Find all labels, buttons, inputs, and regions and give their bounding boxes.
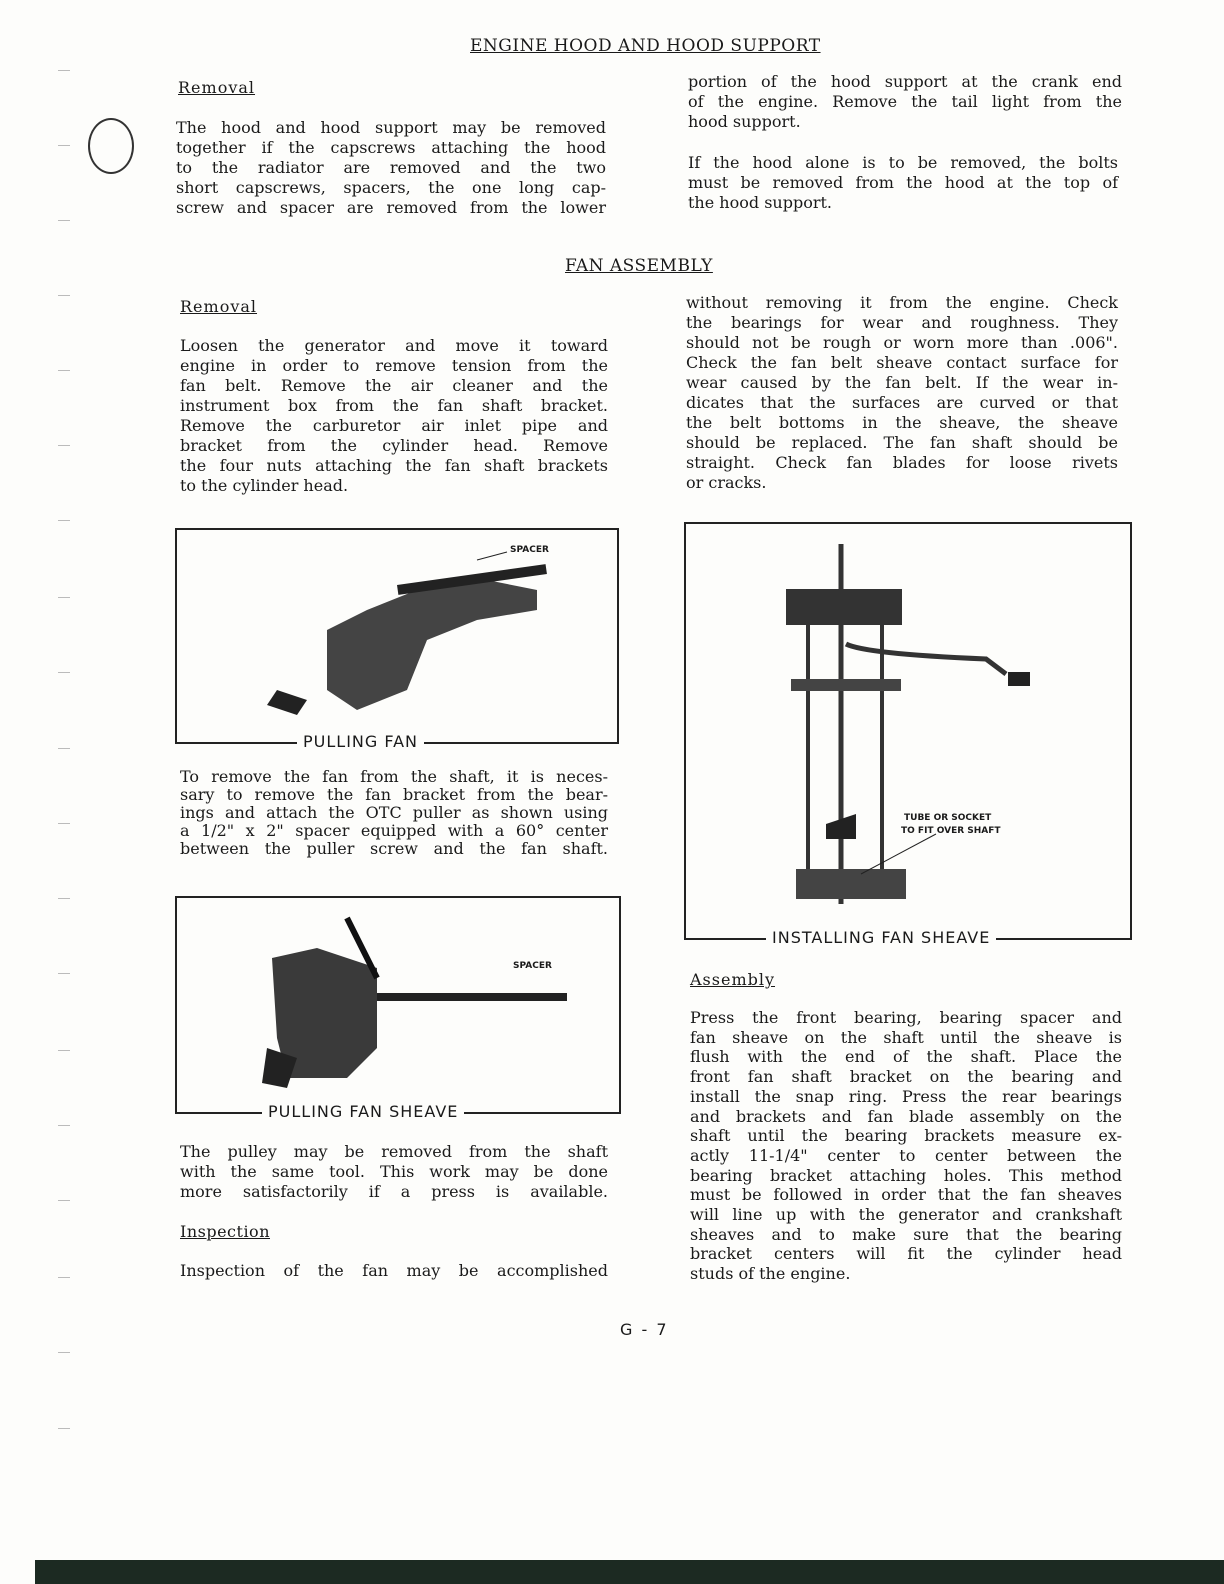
text-line: screw and spacer are removed from the lower bbox=[176, 198, 606, 217]
text-line: If the hood alone is to be removed, the bolts bbox=[688, 153, 1118, 172]
paragraph bbox=[686, 293, 1118, 493]
text-line: hood support. bbox=[688, 112, 801, 131]
text-line: flush with the end of the shaft. Place the bbox=[690, 1047, 1122, 1067]
text-line: portion of the hood support at the crank end bbox=[688, 72, 1122, 91]
text-line: to the cylinder head. bbox=[180, 476, 349, 495]
text-line: of the engine. Remove the tail light from the bbox=[688, 92, 1122, 111]
text-line: studs of the engine. bbox=[690, 1264, 851, 1284]
text-line: fan sheave on the shaft until the sheave is bbox=[690, 1027, 1122, 1047]
subheading-removal: Removal bbox=[178, 78, 256, 97]
text-line: front fan shaft bracket on the bearing and bbox=[690, 1067, 1122, 1087]
figure-pulling-fan-sheave bbox=[175, 896, 621, 1121]
text-line: a 1/2" x 2" spacer equipped with a 60° center bbox=[180, 821, 608, 840]
text-line: straight. Check fan blades for loose rivets bbox=[686, 453, 1118, 472]
text-line: together if the capscrews attaching the hood bbox=[176, 138, 606, 157]
subheading-removal: Removal bbox=[180, 297, 258, 316]
figure-caption: PULLING FAN bbox=[297, 732, 424, 751]
text-line: the four nuts attaching the fan shaft brackets bbox=[180, 456, 608, 475]
text-line: the belt bottoms in the sheave, the sheave bbox=[686, 413, 1118, 432]
text-line: must be followed in order that the fan sheaves bbox=[690, 1185, 1122, 1205]
text-line: Check the fan belt sheave contact surface for bbox=[686, 353, 1118, 372]
text-line: To remove the fan from the shaft, it is neces- bbox=[180, 767, 608, 786]
paragraph bbox=[690, 1008, 1122, 1284]
text-line: should be replaced. The fan shaft should be bbox=[686, 433, 1118, 452]
text-line: the bearings for wear and roughness. They bbox=[686, 313, 1118, 332]
text-line: The hood and hood support may be removed bbox=[176, 118, 606, 137]
press-illustration bbox=[686, 524, 1130, 938]
text-line: will line up with the generator and crankshaft bbox=[690, 1205, 1122, 1225]
subheading-inspection: Inspection bbox=[180, 1222, 270, 1241]
text-line: and brackets and fan blade assembly on the bbox=[690, 1106, 1122, 1126]
text-line: install the snap ring. Press the rear bearings bbox=[690, 1086, 1122, 1106]
text-line: ings and attach the OTC puller as shown using bbox=[180, 803, 608, 822]
text-line: Inspection of the fan may be accomplished bbox=[180, 1261, 608, 1280]
section-title-hood: ENGINE HOOD AND HOOD SUPPORT bbox=[470, 36, 821, 56]
text-line: sheaves and to make sure that the bearing bbox=[690, 1224, 1122, 1244]
binder-hole-icon bbox=[88, 118, 134, 174]
label-spacer: SPACER bbox=[510, 545, 549, 555]
text-line: sary to remove the fan bracket from the bear- bbox=[180, 785, 608, 804]
text-line: fan belt. Remove the air cleaner and the bbox=[180, 376, 608, 395]
text-line: Loosen the generator and move it toward bbox=[180, 336, 608, 355]
figure-caption: INSTALLING FAN SHEAVE bbox=[766, 928, 996, 947]
text-line: bearing bracket attaching holes. This method bbox=[690, 1165, 1122, 1185]
label-spacer: SPACER bbox=[513, 961, 552, 971]
text-line: wear caused by the fan belt. If the wear in- bbox=[686, 373, 1118, 392]
text-line: must be removed from the hood at the top of bbox=[688, 173, 1118, 192]
figure-pulling-fan bbox=[175, 528, 619, 751]
sheave-puller-illustration bbox=[177, 898, 619, 1112]
paragraph bbox=[176, 118, 606, 218]
paragraph bbox=[180, 1142, 608, 1202]
text-line: engine in order to remove tension from the bbox=[180, 356, 608, 375]
section-title-fan: FAN ASSEMBLY bbox=[565, 256, 713, 276]
text-line: actly 11-1/4" center to center between the bbox=[690, 1145, 1122, 1165]
label-fit-over-shaft: TO FIT OVER SHAFT bbox=[901, 826, 1001, 836]
text-line: should not be rough or worn more than .006". bbox=[686, 333, 1118, 352]
text-line: The pulley may be removed from the shaft bbox=[180, 1142, 608, 1161]
figure-installing-fan-sheave bbox=[684, 522, 1132, 947]
paragraph bbox=[180, 1261, 608, 1281]
text-line: dicates that the surfaces are curved or that bbox=[686, 393, 1118, 412]
label-tube-socket: TUBE OR SOCKET bbox=[904, 813, 992, 823]
text-line: bracket from the cylinder head. Remove bbox=[180, 436, 608, 455]
page-number: G - 7 bbox=[620, 1320, 669, 1339]
text-line: instrument box from the fan shaft bracket. bbox=[180, 396, 608, 415]
paragraph bbox=[180, 336, 608, 496]
paragraph bbox=[180, 768, 608, 858]
subheading-assembly: Assembly bbox=[690, 970, 776, 989]
text-line: bracket centers will fit the cylinder head bbox=[690, 1244, 1122, 1264]
text-line: or cracks. bbox=[686, 473, 767, 492]
text-line: between the puller screw and the fan shaft. bbox=[180, 839, 608, 858]
paragraph bbox=[688, 72, 1122, 132]
fan-puller-illustration bbox=[177, 530, 617, 742]
figure-caption: PULLING FAN SHEAVE bbox=[262, 1102, 464, 1121]
text-line: the hood support. bbox=[688, 193, 832, 212]
paragraph bbox=[688, 153, 1118, 213]
text-line: Remove the carburetor air inlet pipe and bbox=[180, 416, 608, 435]
text-line: short capscrews, spacers, the one long cap- bbox=[176, 178, 606, 197]
text-line: shaft until the bearing brackets measure ex- bbox=[690, 1126, 1122, 1146]
scan-edge bbox=[35, 1560, 1224, 1584]
text-line: Press the front bearing, bearing spacer and bbox=[690, 1008, 1122, 1027]
text-line: with the same tool. This work may be done bbox=[180, 1162, 608, 1181]
text-line: without removing it from the engine. Check bbox=[686, 293, 1118, 312]
text-line: to the radiator are removed and the two bbox=[176, 158, 606, 177]
text-line: more satisfactorily if a press is available. bbox=[180, 1182, 608, 1201]
